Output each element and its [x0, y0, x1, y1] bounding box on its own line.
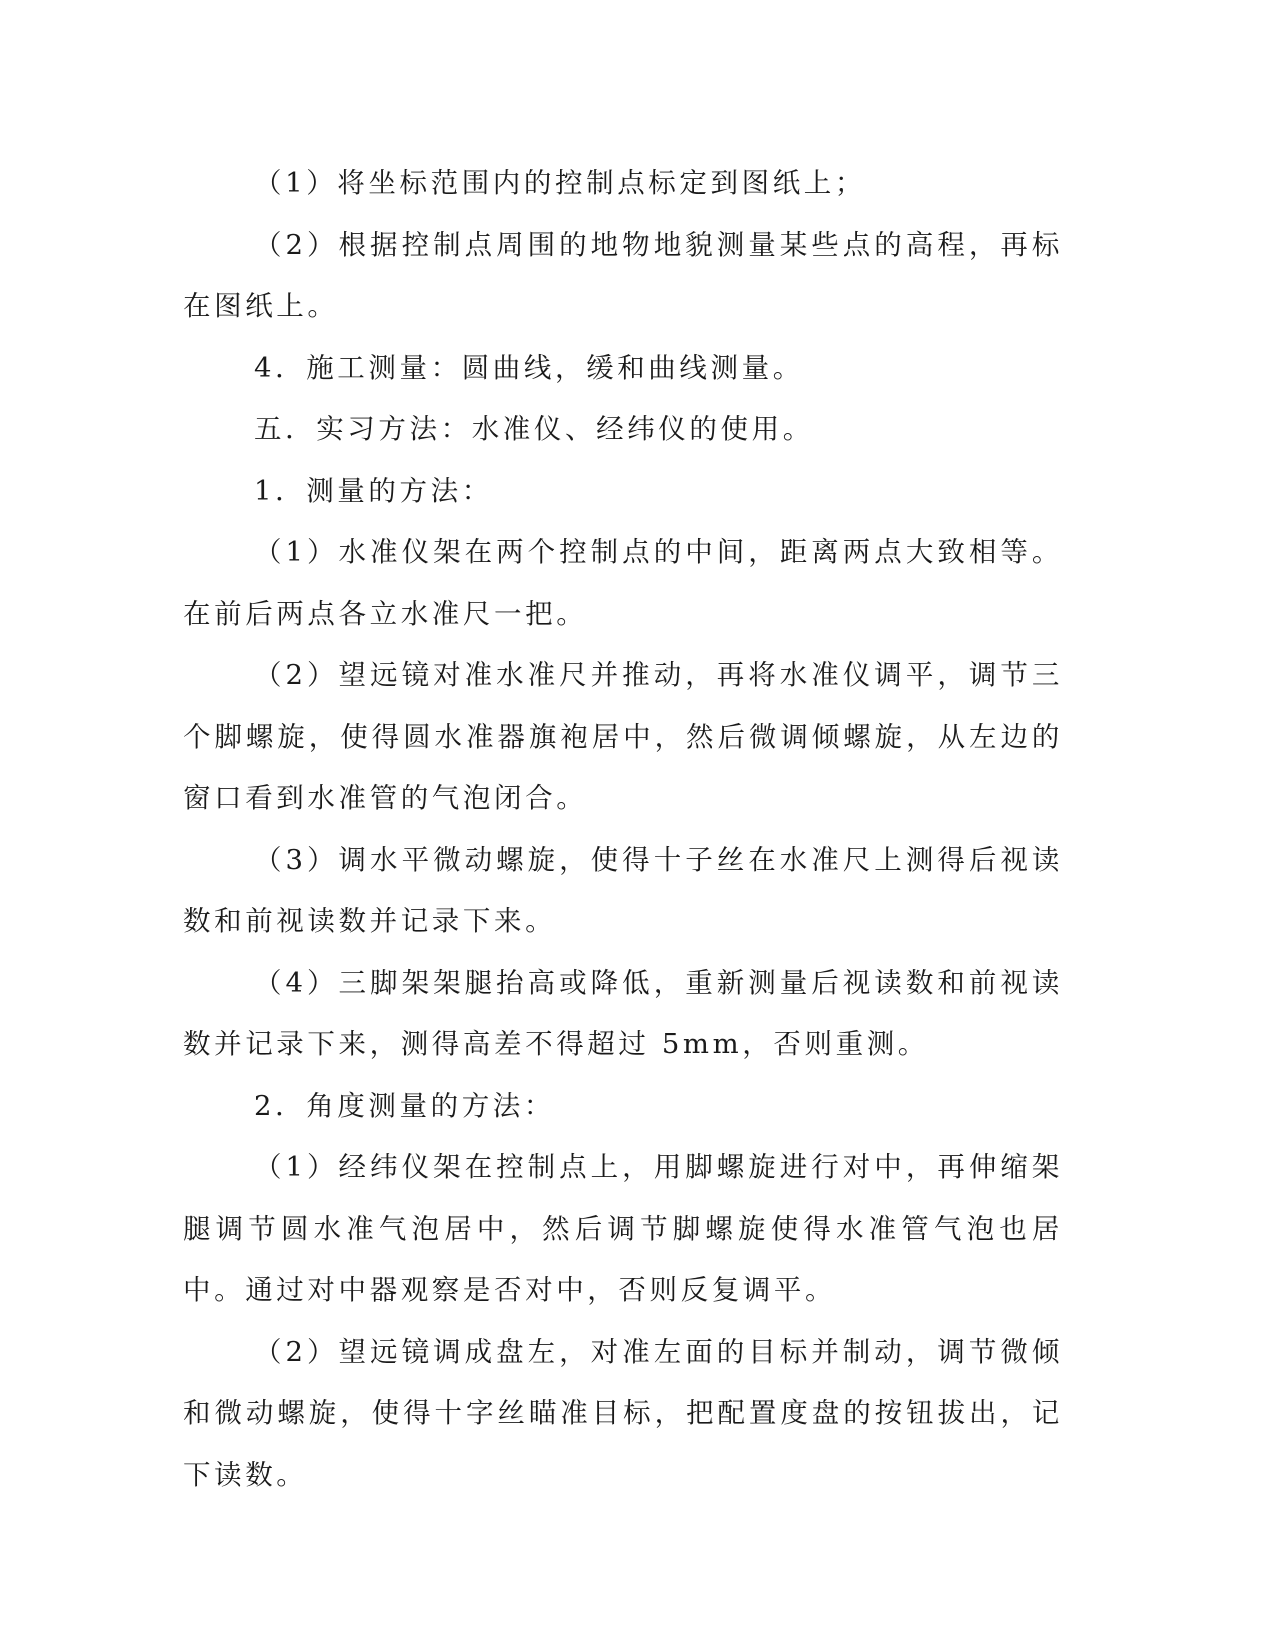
paragraph-12: （2）望远镜调成盘左，对准左面的目标并制动，调节微倾和微动螺旋，使得十字丝瞄准目标，把配置度盘的按钮拔出，记下读数。	[183, 1335, 1063, 1491]
paragraph-11: （1）经纬仪架在控制点上，用脚螺旋进行对中，再伸缩架腿调节圆水准气泡居中，然后调节脚螺旋使得水准管气泡也居中。通过对中器观察是否对中，否则反复调平。	[183, 1151, 1063, 1306]
paragraph-5: 1．测量的方法：	[254, 474, 493, 507]
paragraph-9: （4）三脚架架腿抬高或降低，重新测量后视读数和前视读数并记录下来，测得高差不得超过 5mm，否则重测。	[183, 966, 1063, 1060]
document-body	[183, 153, 1063, 1506]
paragraph-10: 2．角度测量的方法：	[254, 1089, 555, 1122]
paragraph-4: 五．实习方法：水准仪、经纬仪的使用。	[254, 413, 814, 445]
paragraph-2: （2）根据控制点周围的地物地貌测量某些点的高程，再标在图纸上。	[183, 228, 1063, 322]
paragraph-1: （1）将坐标范围内的控制点标定到图纸上；	[254, 167, 866, 199]
paragraph-7: （2）望远镜对准水准尺并推动，再将水准仪调平，调节三个脚螺旋，使得圆水准器旗袍居中，然后微调倾螺旋，从左边的窗口看到水准管的气泡闭合。	[183, 659, 1063, 814]
paragraph-3: 4．施工测量：圆曲线，缓和曲线测量。	[254, 351, 804, 384]
paragraph-6: （1）水准仪架在两个控制点的中间，距离两点大致相等。在前后两点各立水准尺一把。	[183, 536, 1063, 630]
paragraph-8: （3）调水平微动螺旋，使得十子丝在水准尺上测得后视读数和前视读数并记录下来。	[183, 843, 1063, 937]
